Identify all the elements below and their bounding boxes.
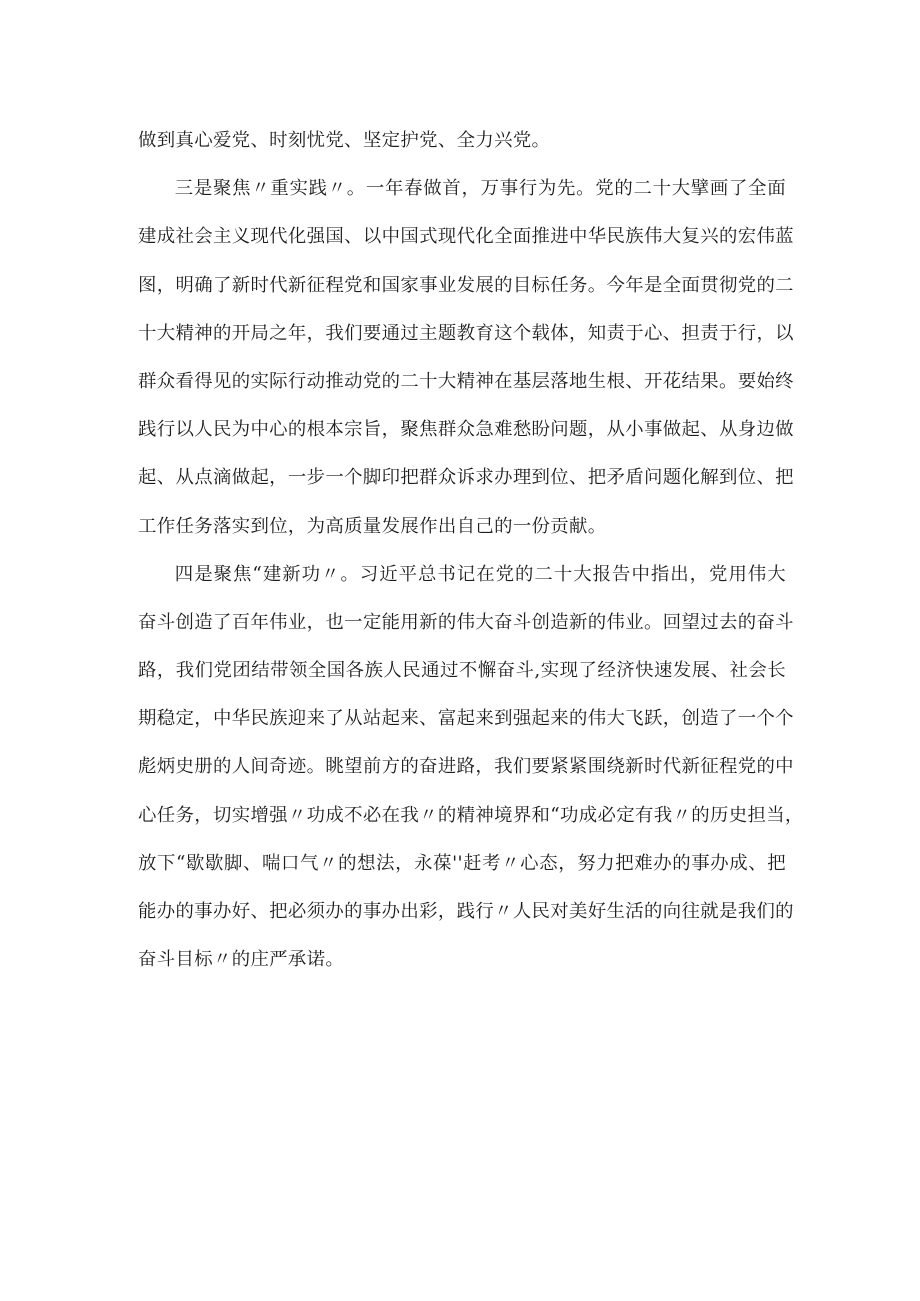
- text-line: 四是聚焦“建新功〃。习近平总书记在党的二十大报告中指出，党用伟大: [174, 563, 786, 585]
- document-body: [138, 117, 804, 984]
- text-line: 践行以人民为中心的根本宗旨，聚焦群众急难愁盼问题，从小事做起、从身边做: [138, 419, 794, 441]
- text-line: 建成社会主义现代化强国、以中国式现代化全面推进中华民族伟大复兴的宏伟蓝: [138, 226, 794, 248]
- text-line: 奋斗目标〃的庄严承诺。: [138, 949, 345, 971]
- text-line: 能办的事办好、把必须办的事办出彩，践行〃人民对美好生活的向往就是我们的: [138, 901, 794, 922]
- paragraph-point-four: [138, 551, 804, 985]
- text-line: 起、从点滴做起，一步一个脚印把群众诉求办理到位、把矛盾问题化解到位、把: [138, 467, 794, 489]
- paragraph-continuation: [138, 117, 786, 165]
- paragraph-point-three: [138, 165, 794, 551]
- text-line: 路，我们党团结带领全国各族人民通过不懈奋斗,实现了经济快速发展、社会长: [138, 660, 786, 682]
- text-line: 做到真心爱党、时刻忧党、坚定护党、全力兴党。: [138, 130, 551, 151]
- text-line: 十大精神的开局之年，我们要通过主题教育这个载体，知责于心、担责于行，以: [138, 322, 794, 344]
- text-line: 心任务，切实增强〃功成不必在我〃的精神境界和“功成必定有我〃的历史担当，: [138, 804, 804, 826]
- text-line: 工作任务落实到位，为高质量发展作出自己的一份贡献。: [138, 515, 607, 537]
- text-line: 放下“歇歇脚、喘口气〃的想法，永葆''赶考〃心态，努力把难办的事办成、把: [138, 852, 786, 874]
- text-line: 奋斗创造了百年伟业，也一定能用新的伟大奋斗创造新的伟业。回望过去的奋斗: [138, 611, 794, 633]
- text-line: 彪炳史册的人间奇迹。眺望前方的奋进路，我们要紧紧围绕新时代新征程党的中: [138, 756, 794, 778]
- text-line: 图，明确了新时代新征程党和国家事业发展的目标任务。今年是全面贯彻党的二: [138, 274, 794, 296]
- text-line: 期稳定，中华民族迎来了从站起来、富起来到强起来的伟大飞跃，创造了一个个: [138, 708, 794, 730]
- text-line: 三是聚焦〃重实践〃。一年春做首，万事行为先。党的二十大擘画了全面: [174, 178, 786, 200]
- text-line: 群众看得见的实际行动推动党的二十大精神在基层落地生根、开花结果。要始终: [138, 370, 794, 392]
